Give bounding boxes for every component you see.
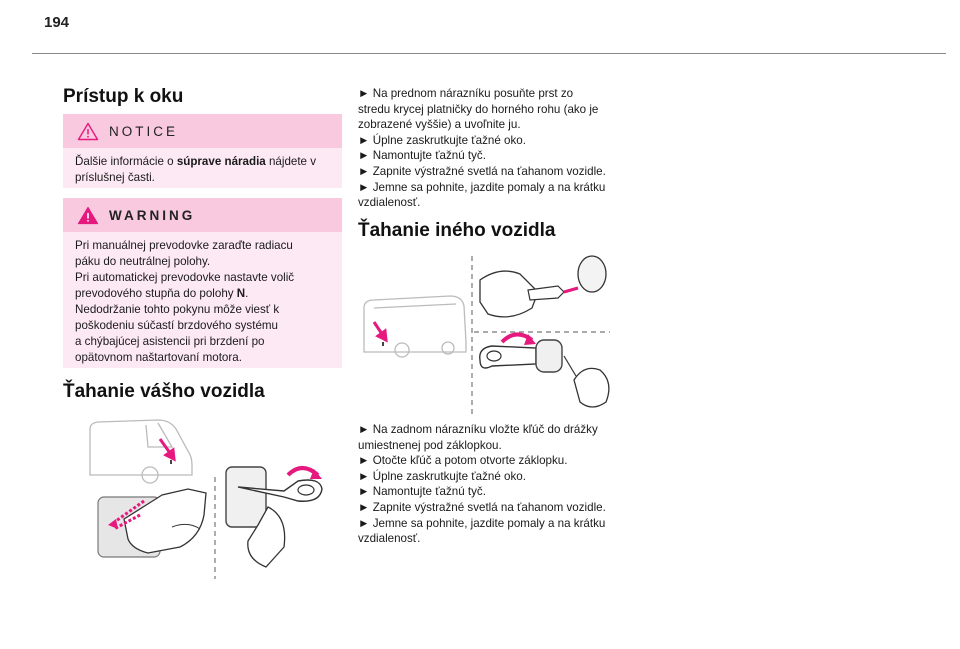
steps-front-bumper — [358, 86, 628, 211]
step-line: ► Zapnite výstražné svetlá na ťahanom vozidle. — [358, 500, 606, 514]
warning-box — [63, 198, 342, 368]
rear-tow-eye-illustration — [360, 252, 620, 417]
insert-arrow-icon — [564, 288, 578, 292]
step-line: stredu krycej platničky do horného rohu (ako je — [358, 102, 599, 116]
warning-line: poškodeniu súčastí brzdového systému — [75, 319, 279, 332]
warning-text — [63, 232, 342, 366]
step-line: umiestnenej pod záklopkou. — [358, 438, 502, 452]
warning-line: Nedodržanie tohto pokynu môže viesť k — [75, 303, 280, 316]
van-front-icon — [90, 420, 192, 483]
warning-header — [63, 198, 342, 232]
steps-rear-bumper — [358, 422, 628, 547]
warning-label: WARNING — [109, 207, 196, 223]
heading-own-vehicle: Ťahanie vášho vozidla — [63, 381, 265, 402]
notice-box — [63, 114, 342, 188]
step-line: ► Zapnite výstražné svetlá na ťahanom vozidle. — [358, 164, 606, 178]
tow-eye-icon — [480, 346, 536, 368]
notice-text-bold: súprave náradia — [176, 155, 266, 168]
step-line: ► Jemne sa pohnite, jazdite pomaly a na krátku — [358, 180, 606, 194]
notice-text — [63, 148, 342, 186]
flap-icon — [578, 256, 606, 292]
heading-access: Prístup k oku — [63, 86, 184, 107]
step-line: ► Namontujte ťažnú tyč. — [358, 149, 486, 163]
warning-triangle-outline-icon — [77, 122, 99, 141]
notice-text-pre: Ďalšie informácie o — [75, 155, 177, 168]
step-line: zobrazené vyššie) a uvoľnite ju. — [358, 118, 521, 132]
step-line: vzdialenosť. — [358, 196, 421, 210]
notice-header — [63, 114, 342, 148]
pointer-arrow-icon — [374, 322, 386, 340]
warning-line-text: prevodového stupňa do polohy — [75, 287, 237, 300]
step-line: ► Na zadnom nárazníku vložte kľúč do drážky — [358, 423, 598, 436]
flap-open-icon — [574, 368, 609, 407]
warning-triangle-filled-icon — [77, 206, 99, 225]
step-line: ► Otočte kľúč a potom otvorte záklopku. — [358, 454, 568, 468]
warning-line: Pri automatickej prevodovke nastavte volič — [75, 271, 295, 284]
header-divider — [32, 53, 946, 54]
front-tow-eye-illustration — [88, 417, 338, 582]
step-line: ► Na prednom nárazníku posuňte prst zo — [358, 87, 574, 100]
pointer-arrow-icon — [160, 439, 174, 459]
van-rear-icon — [364, 296, 466, 357]
warning-line: Pri manuálnej prevodovke zaraďte radiacu — [75, 239, 293, 252]
step-line: ► Namontujte ťažnú tyč. — [358, 485, 486, 499]
notice-text-post: nájdete v príslušnej časti. — [75, 155, 317, 184]
warning-line: prevodového stupňa do polohy N. — [75, 287, 249, 300]
bumper-socket-icon — [536, 340, 562, 372]
bumper-socket-icon — [226, 467, 266, 527]
heading-other-vehicle: Ťahanie iného vozidla — [358, 220, 556, 241]
notice-label: NOTICE — [109, 123, 179, 139]
step-line: ► Úplne zaskrutkujte ťažné oko. — [358, 133, 526, 147]
step-line: ► Úplne zaskrutkujte ťažné oko. — [358, 469, 526, 483]
warning-line: opätovnom naštartovaní motora. — [75, 351, 242, 364]
warning-gear-n: N — [236, 287, 246, 300]
step-line: vzdialenosť. — [358, 532, 421, 546]
page-number: 194 — [44, 14, 70, 31]
step-line: ► Jemne sa pohnite, jazdite pomaly a na krátku — [358, 516, 606, 530]
warning-line: a chýbajúcej asistencii pri brzdení po — [75, 335, 265, 348]
warning-line: páku do neutrálnej polohy. — [75, 255, 211, 268]
